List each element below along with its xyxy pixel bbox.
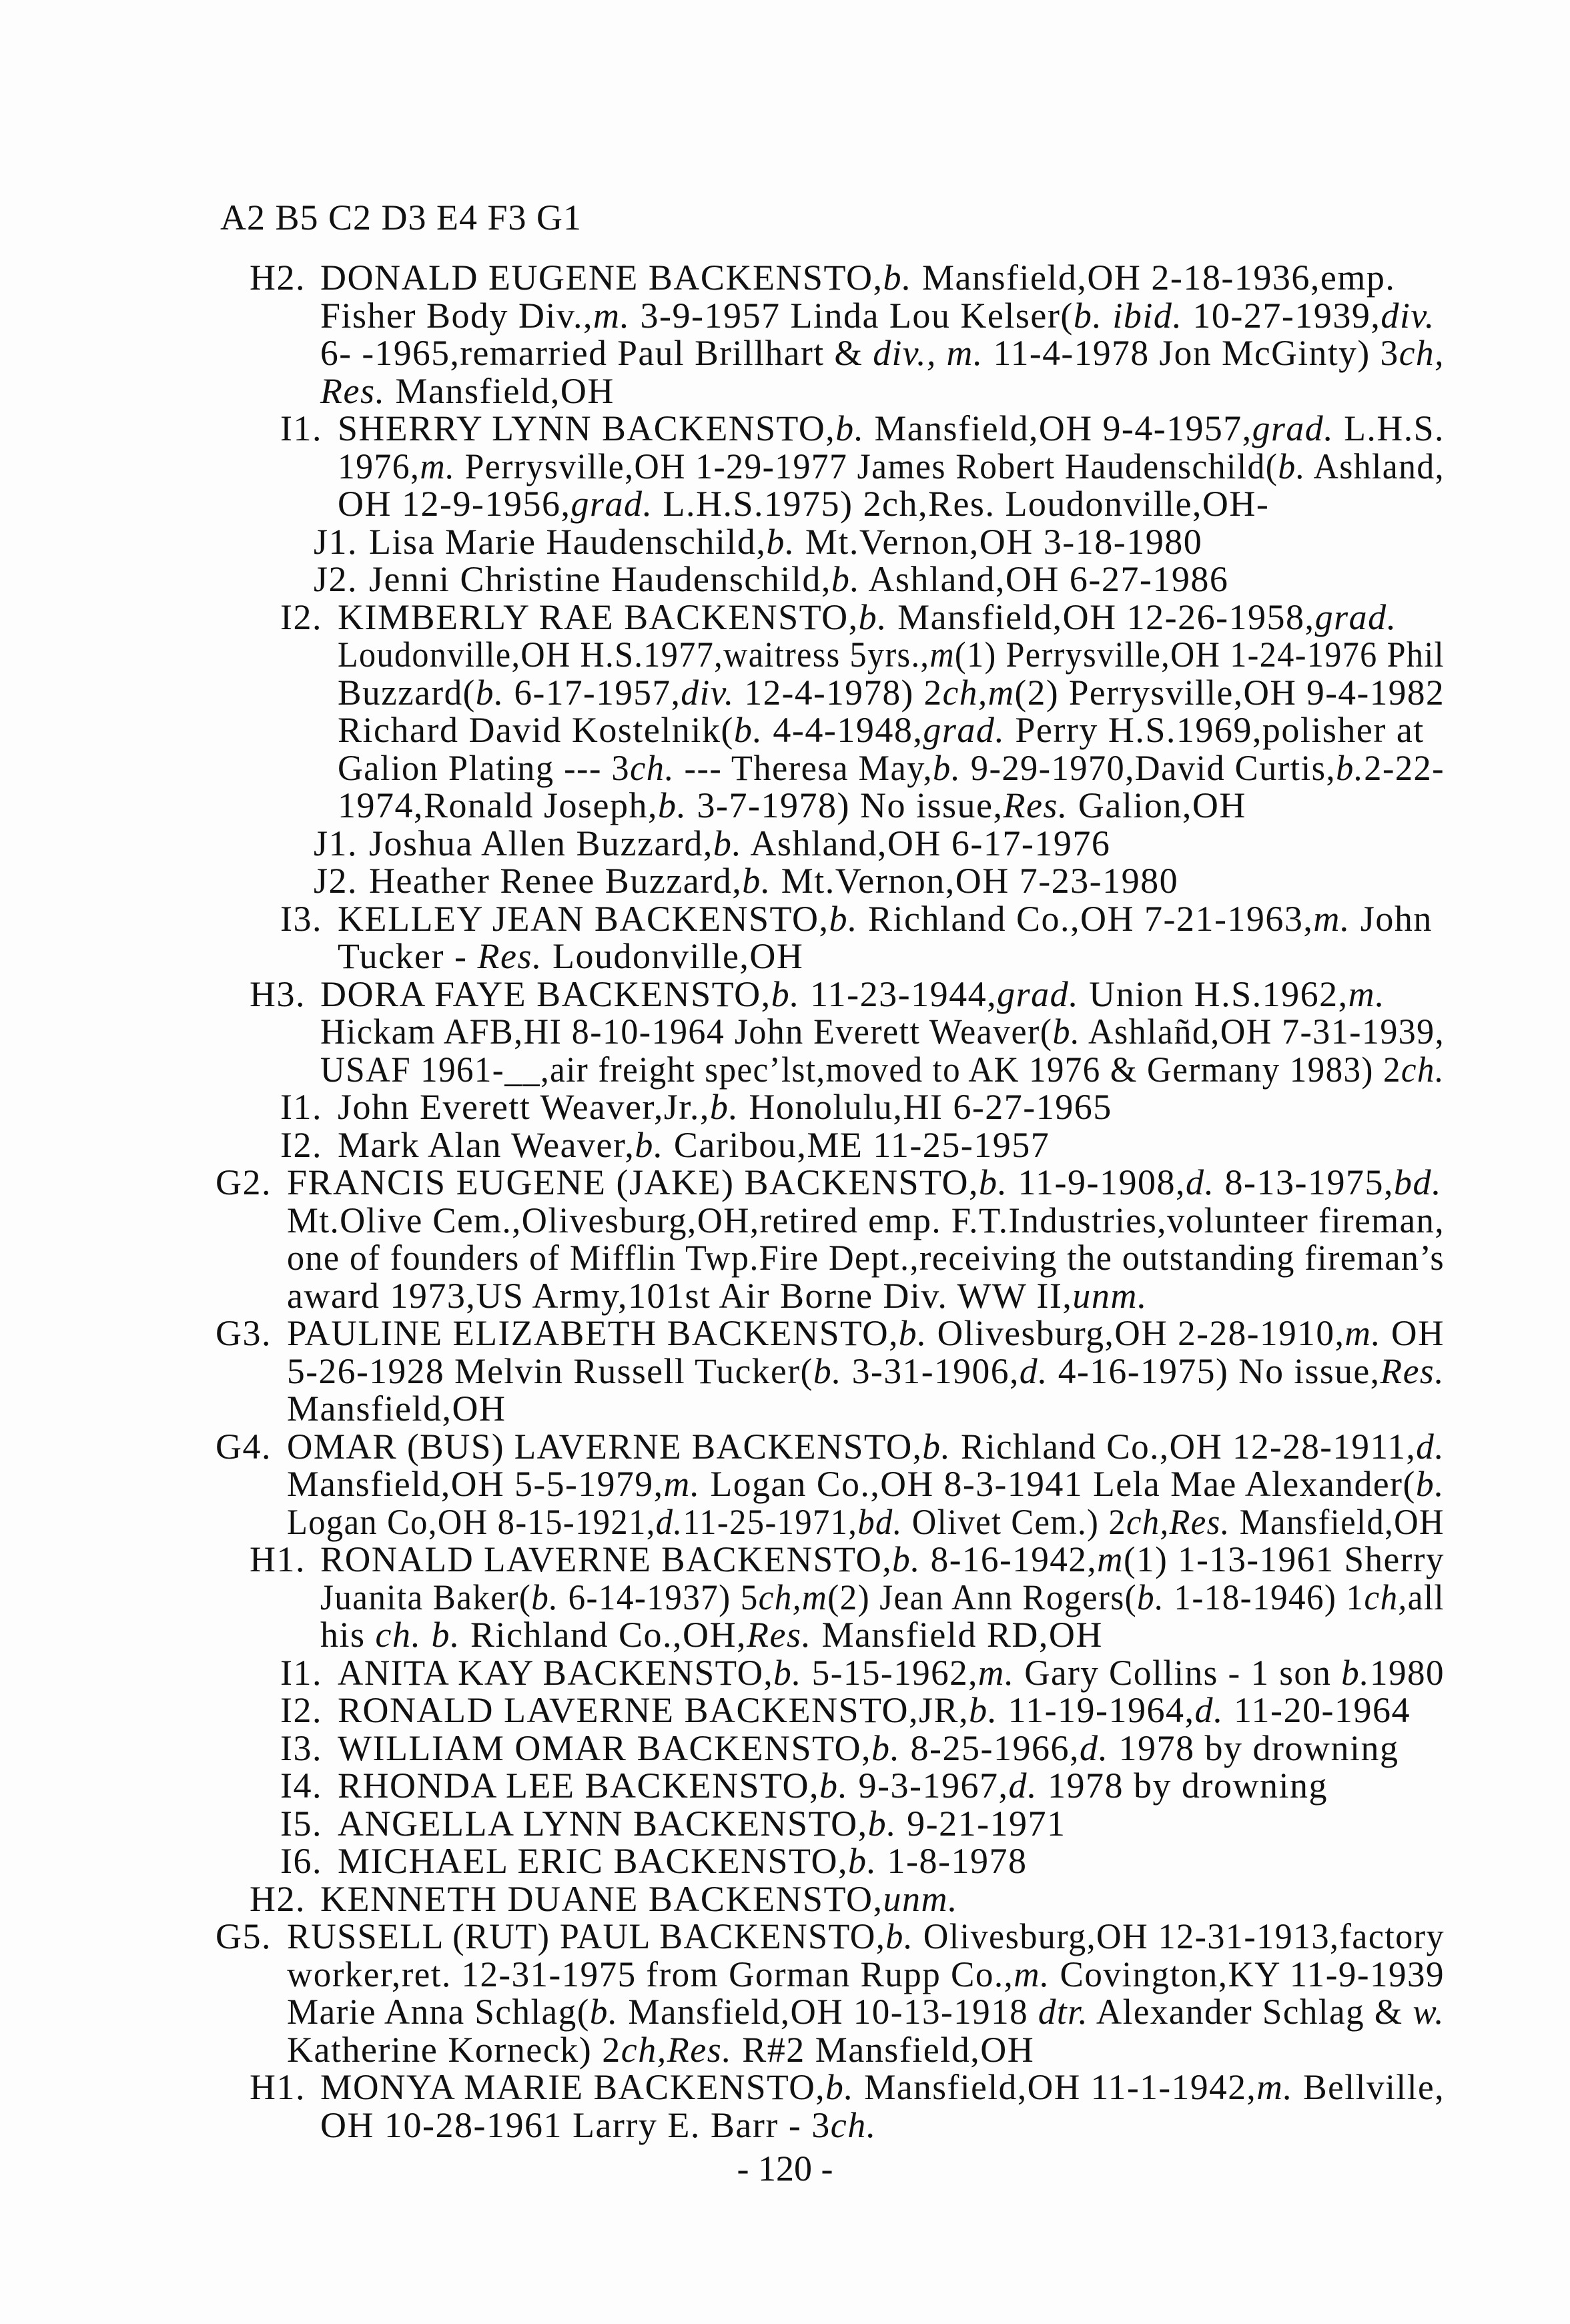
text-run: Lisa Marie Haudenschild, [369, 521, 767, 562]
abbreviation-italic: m [929, 635, 955, 675]
text-run: (2) Jean Ann Rogers( [827, 1577, 1138, 1617]
abbreviation-italic: m. [1014, 1954, 1050, 1994]
entry-text [338, 937, 803, 975]
entry-text [320, 334, 1445, 372]
text-run: John [1350, 898, 1433, 939]
entry-text [338, 900, 1433, 937]
entry-text [320, 1051, 1445, 1088]
entry-text [287, 1202, 1445, 1239]
abbreviation-italic: d. [1416, 1426, 1445, 1467]
abbreviation-italic: b. [742, 861, 771, 901]
entry-text [338, 485, 1269, 522]
entry-text [287, 1277, 1148, 1314]
text-run: 9-29-1970,David Curtis, [961, 747, 1336, 788]
text-run: (1) Perrysville,OH 1-24-1976 Phil [954, 635, 1445, 675]
text-run: 11-19-1964, [998, 1690, 1195, 1730]
entry-text [320, 372, 615, 410]
text-run: Tucker - [338, 936, 478, 976]
text-run: Olivesburg,OH 2-28-1910, [927, 1313, 1345, 1353]
text-run: Mansfield,OH 10-13-1918 [618, 1992, 1038, 2032]
text-run: Honolulu,HI 6-27-1965 [739, 1087, 1112, 1127]
entry-label: I3. [280, 1727, 322, 1768]
entry-label: I4. [280, 1766, 322, 1806]
text-run: RONALD LAVERNE BACKENSTO,JR, [338, 1690, 969, 1730]
entry-label: G2. [216, 1162, 272, 1202]
text-run: 11-4-1978 Jon McGinty) 3 [983, 333, 1399, 373]
entry-text [287, 1956, 1445, 1993]
abbreviation-italic: Res. [1380, 1350, 1445, 1391]
entry-label: J2. [314, 861, 358, 901]
text-run: Logan Co.,OH 8-3-1941 Lela Mae Alexander( [700, 1464, 1416, 1504]
entry-text [338, 787, 1246, 824]
text-run: Galion,OH [1068, 785, 1246, 825]
entry-text [287, 1164, 1442, 1201]
abbreviation-italic: b. [773, 1652, 802, 1693]
page-number: - 120 - [737, 2149, 833, 2189]
text-run: 8-13-1975, [1214, 1162, 1394, 1202]
text-run: Richard David Kostelnik( [338, 710, 734, 750]
entry-label: H2. [250, 258, 306, 298]
abbreviation-italic: m. [1344, 1313, 1382, 1353]
entry-text [287, 1352, 1445, 1390]
text-run: Mansfield,OH [1230, 1501, 1445, 1542]
abbreviation-italic: b. [898, 1313, 927, 1353]
entry-label: I3. [280, 898, 322, 939]
text-run: Olivesburg,OH 12-31-1913,factory [913, 1916, 1445, 1956]
text-run: OMAR (BUS) LAVERNE BACKENSTO, [287, 1426, 923, 1467]
entry-label: I6. [280, 1841, 322, 1881]
text-run: L.H.S.1975) 2ch,Res. Loudonville,OH- [653, 484, 1270, 524]
abbreviation-italic: b. ibid. [1073, 295, 1183, 336]
entry-label: I2. [280, 1690, 322, 1730]
text-run: KELLEY JEAN BACKENSTO, [338, 898, 829, 939]
text-run: ANITA KAY BACKENSTO, [338, 1652, 774, 1693]
abbreviation-italic: ch,m [758, 1577, 828, 1617]
text-run: Union H.S.1962, [1079, 974, 1348, 1014]
text-run: --- Theresa May, [675, 747, 933, 788]
entry-text [320, 2068, 1445, 2106]
abbreviation-italic: b. [819, 1766, 849, 1806]
text-run: Mansfield,OH [287, 1389, 506, 1429]
text-run: Perry H.S.1969,polisher at [1005, 710, 1425, 750]
entry-label: I5. [280, 1803, 322, 1844]
text-run: Mt.Vernon,OH 7-23-1980 [771, 861, 1179, 901]
abbreviation-italic: b. [922, 1426, 951, 1467]
entry-text [338, 1767, 1328, 1804]
abbreviation-italic: b. [658, 785, 687, 825]
generation-header: A2 B5 C2 D3 E4 F3 G1 [220, 198, 582, 238]
abbreviation-italic: b. [475, 672, 504, 713]
entry-label: G3. [216, 1313, 272, 1353]
abbreviation-italic: m. [663, 1464, 701, 1504]
text-run: 9-21-1971 [897, 1803, 1066, 1844]
abbreviation-italic: ch. [1401, 1049, 1445, 1090]
text-run: USAF 1961-__,air freight spec’lst,moved to AK 1976 & Germany 1983) 2 [320, 1049, 1401, 1090]
text-run: 11-20-1964 [1224, 1690, 1411, 1730]
text-run: 11-23-1944, [800, 974, 998, 1014]
entry-text [287, 1993, 1445, 2030]
entry-label: I2. [280, 1124, 322, 1165]
text-run: Katherine Korneck) 2 [287, 2029, 621, 2070]
abbreviation-italic: Res. [1003, 785, 1068, 825]
text-run: 4-4-1948, [763, 710, 923, 750]
text-run: FRANCIS EUGENE (JAKE) BACKENSTO, [287, 1162, 979, 1202]
text-run: Ashland,OH 6-27-1986 [860, 559, 1229, 599]
entry-text [320, 1880, 958, 1918]
abbreviation-italic: grad. [997, 974, 1080, 1014]
abbreviation-italic: b. [713, 823, 743, 863]
abbreviation-italic: m. [420, 446, 456, 486]
text-run: 3-31-1906, [841, 1350, 1020, 1391]
text-run: Mansfield,OH 9-4-1957, [864, 408, 1252, 448]
abbreviation-italic: b. [933, 747, 961, 788]
text-run: Logan Co,OH 8-15-1921, [287, 1501, 656, 1542]
text-run: Heather Renee Buzzard, [369, 861, 743, 901]
text-run: MICHAEL ERIC BACKENSTO, [338, 1841, 849, 1881]
text-run: Richland Co.,OH, [460, 1615, 747, 1655]
abbreviation-italic: d. [1079, 1727, 1109, 1768]
abbreviation-italic: b. [709, 1087, 739, 1127]
abbreviation-italic: div. [1381, 295, 1435, 336]
abbreviation-italic: b. [1052, 1012, 1081, 1052]
abbreviation-italic: b. [1341, 1652, 1370, 1693]
abbreviation-italic: d. [1194, 1690, 1224, 1730]
text-run: Covington,KY 11-9-1939 [1050, 1954, 1445, 1994]
text-run: 1974,Ronald Joseph, [338, 785, 658, 825]
text-run: WILLIAM OMAR BACKENSTO, [338, 1727, 871, 1768]
text-run: Gary Collins - 1 son [1014, 1652, 1342, 1693]
text-run: Mt.Vernon,OH 3-18-1980 [795, 521, 1203, 562]
text-run: 1980 [1369, 1652, 1445, 1693]
entry-label: H1. [250, 2067, 306, 2107]
abbreviation-italic: m. [1348, 974, 1386, 1014]
text-run: Fisher Body Div., [320, 295, 594, 336]
abbreviation-italic: d. [655, 1501, 683, 1542]
text-run: Mansfield,OH 11-1-1942, [854, 2067, 1257, 2107]
text-run: 12-4-1978) 2 [734, 672, 943, 713]
text-run: Joshua Allen Buzzard, [369, 823, 713, 863]
entry-text [320, 297, 1435, 334]
entry-text [320, 976, 1385, 1013]
abbreviation-italic: m. [1313, 898, 1350, 939]
text-run: OH [1381, 1313, 1445, 1353]
text-run: L.H.S. [1334, 408, 1445, 448]
abbreviation-italic: m. [977, 1652, 1015, 1693]
text-run: Ashlañd,OH 7-31-1939, [1080, 1012, 1445, 1052]
abbreviation-italic: unm. [883, 1878, 958, 1919]
text-run: R#2 Mansfield,OH [732, 2029, 1035, 2070]
abbreviation-italic: ch, [1364, 1577, 1408, 1617]
abbreviation-italic: ch, [1399, 333, 1445, 373]
entry-text [320, 1013, 1445, 1050]
text-run: John Everett Weaver,Jr., [338, 1087, 710, 1127]
abbreviation-italic: b. [733, 710, 763, 750]
abbreviation-italic: ch. [630, 747, 675, 788]
text-run: 8-16-1942, [920, 1539, 1098, 1579]
abbreviation-italic: b. [858, 597, 888, 637]
abbreviation-italic: div. [681, 672, 735, 713]
abbreviation-italic: b. [1278, 446, 1306, 486]
entry-text [369, 862, 1178, 899]
text-run: 5-26-1928 Melvin Russell Tucker( [287, 1350, 813, 1391]
abbreviation-italic: b. [883, 258, 912, 298]
entry-text [287, 1390, 506, 1427]
text-run: Jenni Christine Haudenschild, [369, 559, 831, 599]
text-run: all [1407, 1577, 1445, 1617]
text-run: Juanita Baker( [320, 1577, 532, 1617]
entry-label: H3. [250, 974, 306, 1014]
text-run: MONYA MARIE BACKENSTO, [320, 2067, 826, 2107]
entry-text [369, 560, 1228, 598]
abbreviation-italic: ch. [830, 2104, 877, 2145]
text-run: 1978 by drowning [1108, 1727, 1399, 1768]
text-run: Alexander Schlag & [1088, 1992, 1413, 2032]
text-run: Mansfield,OH [385, 370, 615, 411]
text-run: worker,ret. 12-31-1975 from Gorman Rupp Co., [287, 1954, 1014, 1994]
abbreviation-italic: b. [831, 559, 861, 599]
abbreviation-italic: Res. [746, 1615, 812, 1655]
abbreviation-italic: d. [1019, 1350, 1048, 1391]
entry-label: G5. [216, 1916, 272, 1956]
text-run: 1-8-1978 [877, 1841, 1028, 1881]
text-run: 1-18-1946) 1 [1164, 1577, 1364, 1617]
abbreviation-italic: d. [1008, 1766, 1038, 1806]
abbreviation-italic: b. [885, 1916, 914, 1956]
text-run: Ashland,OH 6-17-1976 [742, 823, 1111, 863]
entry-text [320, 2106, 877, 2144]
abbreviation-italic: b. [969, 1690, 998, 1730]
text-run: Mt.Olive Cem.,Olivesburg,OH,retired emp. F.T.Industries,volunteer fireman, [287, 1200, 1445, 1240]
entry-label: H1. [250, 1539, 306, 1579]
abbreviation-italic: m. [593, 295, 631, 336]
abbreviation-italic: b. [871, 1727, 901, 1768]
abbreviation-italic: grad. [570, 484, 653, 524]
entry-text [320, 259, 1395, 296]
entry-text [369, 825, 1110, 862]
abbreviation-italic: b. [589, 1992, 619, 2032]
entry-text [338, 749, 1445, 787]
text-run: 8-25-1966, [900, 1727, 1080, 1768]
entry-text [338, 1088, 1112, 1126]
text-run: Marie Anna Schlag( [287, 1992, 590, 2032]
text-run: 10-27-1939, [1182, 295, 1381, 336]
text-run: 6- -1965,remarried Paul Brillhart & [320, 333, 873, 373]
text-run: Hickam AFB,HI 8-10-1964 John Everett Weaver( [320, 1012, 1053, 1052]
text-run: Loudonville,OH H.S.1977,waitress 5yrs., [338, 635, 930, 675]
abbreviation-italic: d. [1186, 1162, 1215, 1202]
entry-text [338, 599, 1397, 636]
text-run: 1978 by drowning [1038, 1766, 1328, 1806]
text-run: DONALD EUGENE BACKENSTO, [320, 258, 883, 298]
entry-text [287, 1428, 1445, 1465]
text-run: SHERRY LYNN BACKENSTO, [338, 408, 836, 448]
text-run: Ashland, [1305, 446, 1445, 486]
abbreviation-italic: b. [813, 1350, 842, 1391]
abbreviation-italic: b. [1415, 1464, 1445, 1504]
entry-text [287, 1239, 1445, 1276]
text-run: 1976, [338, 446, 420, 486]
abbreviation-italic: w. [1413, 1992, 1445, 2032]
text-run: OH 10-28-1961 Larry E. Barr - 3 [320, 2104, 831, 2145]
text-run: his [320, 1615, 376, 1655]
text-run: Mansfield,OH 2-18-1936,emp. [911, 258, 1396, 298]
abbreviation-italic: Res. [320, 370, 386, 411]
text-run: award 1973,US Army,101st Air Borne Div. WW II, [287, 1275, 1073, 1316]
text-run: Mansfield,OH 5-5-1979, [287, 1464, 664, 1504]
text-run: DORA FAYE BACKENSTO, [320, 974, 771, 1014]
abbreviation-italic: ch,Res. [1126, 1501, 1230, 1542]
abbreviation-italic: ch,Res. [621, 2029, 733, 2070]
entry-text [287, 2031, 1034, 2068]
abbreviation-italic: b. [829, 898, 858, 939]
abbreviation-italic: grad. [923, 710, 1006, 750]
text-run: Mark Alan Weaver, [338, 1124, 635, 1165]
text-run: Galion Plating --- 3 [338, 747, 631, 788]
abbreviation-italic: grad. [1252, 408, 1334, 448]
entry-text [338, 711, 1425, 749]
entry-label: I1. [280, 1087, 322, 1127]
text-run: (2) Perrysville,OH 9-4-1982 [1014, 672, 1445, 713]
abbreviation-italic: b. [979, 1162, 1008, 1202]
abbreviation-italic: ch,m [942, 672, 1015, 713]
text-run: Mansfield RD,OH [811, 1615, 1103, 1655]
text-run: 3-7-1978) No issue, [687, 785, 1004, 825]
abbreviation-italic: b. [531, 1577, 559, 1617]
entry-text [320, 1616, 1103, 1653]
abbreviation-italic: m. [1256, 2067, 1294, 2107]
abbreviation-italic: b. [848, 1841, 877, 1881]
text-run: Buzzard( [338, 672, 476, 713]
entry-text [338, 636, 1445, 673]
entry-text [338, 674, 1445, 711]
entry-text [338, 1842, 1028, 1880]
abbreviation-italic: b. [1137, 1577, 1165, 1617]
entry-label: J1. [314, 521, 358, 562]
text-run: 6-14-1937) 5 [558, 1577, 759, 1617]
entry-label: J2. [314, 559, 358, 599]
entry-text [338, 1126, 1050, 1164]
text-run: (1) 1-13-1961 Sherry [1123, 1539, 1445, 1579]
text-run: KIMBERLY RAE BACKENSTO, [338, 597, 859, 637]
abbreviation-italic: dtr. [1038, 1992, 1089, 2032]
abbreviation-italic: b. [635, 1124, 664, 1165]
entry-text [338, 1654, 1445, 1691]
text-run: 11-25-1971, [683, 1501, 858, 1542]
entry-text [338, 1691, 1411, 1729]
entry-text [287, 1918, 1445, 1955]
text-run: 3-9-1957 Linda Lou Kelser( [630, 295, 1074, 336]
entry-text [287, 1465, 1445, 1503]
entry-label: J1. [314, 823, 358, 863]
text-run: PAULINE ELIZABETH BACKENSTO, [287, 1313, 899, 1353]
abbreviation-italic: b. [766, 521, 795, 562]
entry-text [320, 1579, 1445, 1616]
text-run: Bellville, [1293, 2067, 1445, 2107]
abbreviation-italic: b. [835, 408, 865, 448]
text-run: Olivet Cem.) 2 [902, 1501, 1126, 1542]
abbreviation-italic: ch. b. [375, 1615, 460, 1655]
entry-text [338, 448, 1445, 485]
abbreviation-italic: b. [771, 974, 801, 1014]
abbreviation-italic: bd. [1393, 1162, 1442, 1202]
text-run: 11-9-1908, [1008, 1162, 1186, 1202]
entry-text [287, 1314, 1445, 1352]
entry-text [338, 410, 1445, 447]
abbreviation-italic: bd. [857, 1501, 903, 1542]
entry-text [338, 1805, 1066, 1842]
text-run: 6-17-1957, [504, 672, 681, 713]
text-run: KENNETH DUANE BACKENSTO, [320, 1878, 883, 1919]
text-run: RHONDA LEE BACKENSTO, [338, 1766, 820, 1806]
text-run: 4-16-1975) No issue, [1048, 1350, 1381, 1391]
text-run: ANGELLA LYNN BACKENSTO, [338, 1803, 868, 1844]
text-run: 2-22- [1364, 747, 1445, 788]
entry-label: I1. [280, 1652, 322, 1693]
entry-text [369, 523, 1202, 560]
entry-text [320, 1541, 1445, 1578]
text-run: Perrysville,OH 1-29-1977 James Robert Haudenschild( [455, 446, 1278, 486]
text-run: Richland Co.,OH 12-28-1911, [951, 1426, 1417, 1467]
entry-text [338, 1729, 1399, 1767]
entry-label: G4. [216, 1426, 272, 1467]
text-run: one of founders of Mifflin Twp.Fire Dept.,receiving the outstanding fireman’s [287, 1238, 1445, 1278]
abbreviation-italic: b. [892, 1539, 921, 1579]
entry-text [287, 1503, 1445, 1541]
text-run: Mansfield,OH 12-26-1958, [887, 597, 1315, 637]
abbreviation-italic: b. [867, 1803, 897, 1844]
entry-label: I2. [280, 597, 322, 637]
text-run: RUSSELL (RUT) PAUL BACKENSTO, [287, 1916, 886, 1956]
text-run: RONALD LAVERNE BACKENSTO, [320, 1539, 893, 1579]
abbreviation-italic: b. [1336, 747, 1364, 788]
text-run: Richland Co.,OH 7-21-1963, [857, 898, 1314, 939]
text-run: 5-15-1962, [801, 1652, 978, 1693]
abbreviation-italic: unm. [1072, 1275, 1148, 1316]
abbreviation-italic: m [1097, 1539, 1124, 1579]
text-run: OH 12-9-1956, [338, 484, 571, 524]
abbreviation-italic: b. [825, 2067, 855, 2107]
text-run: Caribou,ME 11-25-1957 [663, 1124, 1050, 1165]
abbreviation-italic: Res. [477, 936, 542, 976]
text-run: 9-3-1967, [848, 1766, 1009, 1806]
abbreviation-italic: grad. [1314, 597, 1397, 637]
abbreviation-italic: div., m. [873, 333, 984, 373]
entry-label: I1. [280, 408, 322, 448]
text-run: Loudonville,OH [542, 936, 804, 976]
entry-label: H2. [250, 1878, 306, 1919]
